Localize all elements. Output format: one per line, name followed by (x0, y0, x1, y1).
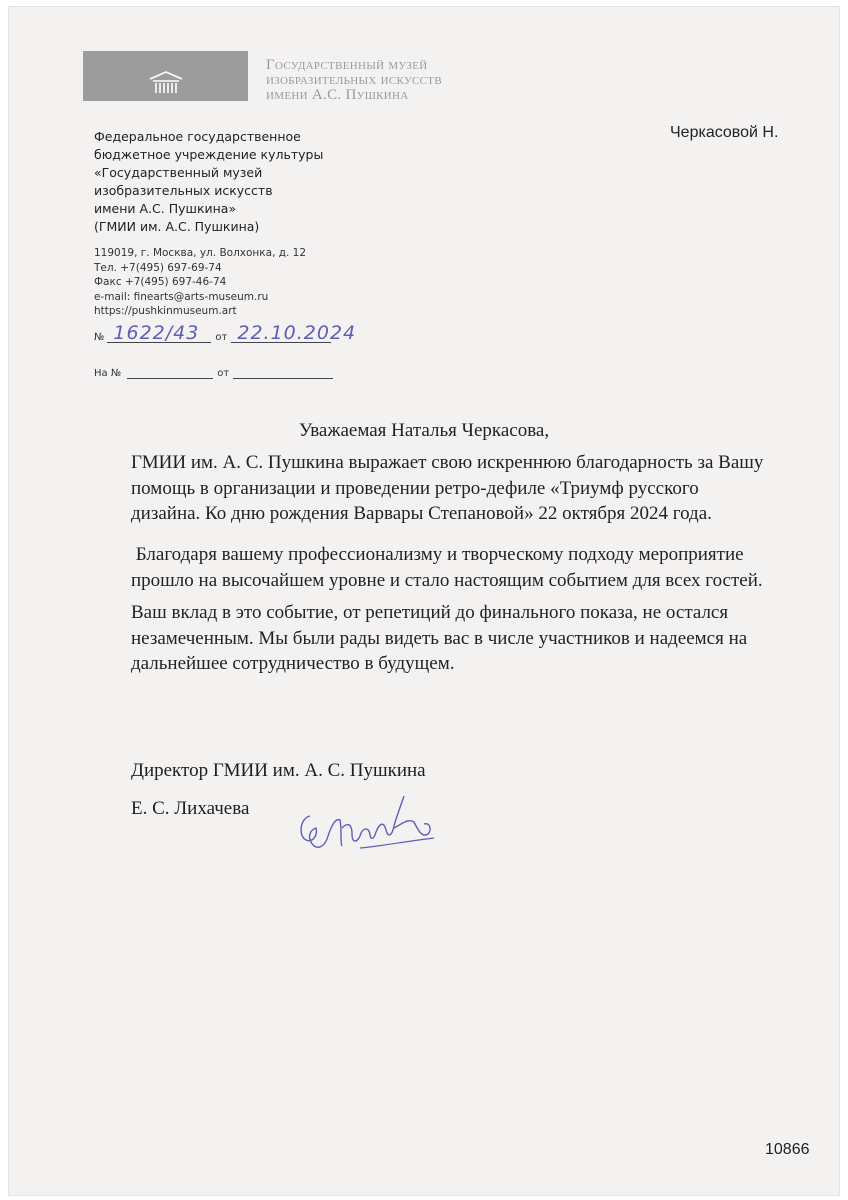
museum-name-logotype (266, 58, 442, 103)
incoming-reference (94, 360, 333, 379)
number-field (107, 324, 211, 343)
org-name-line: (ГМИИ им. А.С. Пушкина) (94, 219, 260, 234)
from-label: от (215, 332, 228, 343)
letter-paragraph-1 (131, 450, 781, 527)
museum-name-line: Государственный музей (266, 57, 428, 73)
reply-number-label: На № (94, 368, 122, 379)
paragraph-line: дизайна. Ко дню рождения Варвары Степановой» 22 октября 2024 года. (131, 503, 712, 524)
reply-date-field (233, 360, 333, 379)
handwritten-date: 22.10.2024 (237, 322, 357, 344)
museum-name-line: имени А.С. Пушкина (266, 87, 409, 103)
fax: Факс +7(495) 697-46-74 (94, 276, 227, 288)
organization-name (94, 128, 323, 236)
letter-paragraph-3 (131, 600, 781, 677)
paragraph-line: ГМИИ им. А. С. Пушкина выражает свою искреннюю благодарность за Вашу (131, 452, 764, 473)
email: e-mail: finearts@arts-museum.ru (94, 290, 269, 303)
reply-number-field (127, 360, 213, 379)
signatory-name: Е. С. Лихачева (131, 798, 250, 819)
recipient-name: Черкасовой Н. (670, 124, 779, 141)
org-name-line: бюджетное учреждение культуры (94, 147, 324, 162)
handwritten-number: 1622/43 (113, 322, 200, 344)
museum-building-icon (149, 71, 183, 95)
paragraph-line: дальнейшее сотрудничество в будущем. (131, 653, 455, 674)
paragraph-line: прошло на высочайшем уровне и стало настоящим событием для всех гостей. (131, 569, 763, 591)
museum-logo (83, 51, 248, 101)
signatory-title: Директор ГМИИ им. А. С. Пушкина (131, 760, 426, 781)
document-number: 10866 (765, 1141, 810, 1158)
reply-from-label: от (217, 368, 230, 379)
org-name-line: «Государственный музей (94, 165, 263, 180)
org-name-line: изобразительных искусств (94, 183, 273, 198)
museum-name-line: изобразительных искусств (266, 72, 442, 88)
org-name-line: Федеральное государственное (94, 129, 301, 144)
paragraph-line: Ваш вклад в это событие, от репетиций до финального показа, не остался (131, 602, 729, 623)
greeting: Уважаемая Наталья Черкасова, (298, 420, 550, 441)
paragraph-line: незамеченным. Мы были рады видеть вас в числе участников и надеемся на (131, 627, 748, 649)
number-label: № (94, 332, 105, 343)
phone: Тел. +7(495) 697-69-74 (94, 261, 222, 274)
date-field (231, 322, 357, 344)
org-name-line: имени А.С. Пушкина» (94, 201, 237, 216)
paragraph-line: помощь в организации и проведении ретро-дефиле «Триумф русского (131, 477, 699, 499)
outgoing-reference (94, 322, 357, 344)
website: https://pushkinmuseum.art (94, 305, 237, 317)
letter-paragraph-2 (131, 542, 781, 593)
handwritten-signature (296, 788, 446, 863)
address: 119019, г. Москва, ул. Волхонка, д. 12 (94, 247, 307, 259)
org-contacts (94, 246, 306, 319)
paragraph-line: Благодаря вашему профессионализму и творческому подходу мероприятие (131, 544, 744, 565)
letter-page (8, 6, 840, 1196)
